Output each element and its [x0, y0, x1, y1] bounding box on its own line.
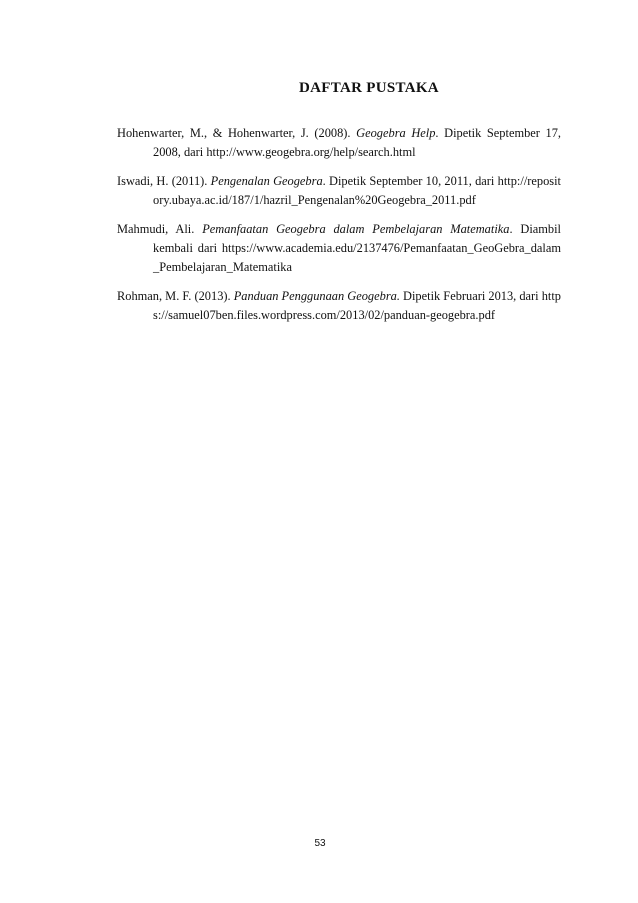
reference-url[interactable]: https://www.academia.edu/2137476/Pemanfaatan_GeoGebra_dalam_Pembelajaran_Matematika: [153, 241, 561, 274]
reference-title: Pengenalan Geogebra: [210, 174, 323, 188]
reference-item: [117, 220, 561, 277]
reference-title: Panduan Penggunaan Geogebra.: [233, 289, 400, 303]
reference-url[interactable]: http://repository.ubaya.ac.id/187/1/hazril_Pengenalan%20Geogebra_2011.pdf: [153, 174, 561, 207]
reference-access-info: Dipetik Februari 2013, dari: [399, 289, 542, 303]
reference-title: Geogebra Help: [356, 126, 436, 140]
reference-authors-year: Mahmudi, Ali.: [117, 222, 203, 236]
page-number: 53: [314, 838, 326, 849]
reference-url[interactable]: http://www.geogebra.org/help/search.html: [206, 145, 416, 159]
reference-authors-year: Iswadi, H. (2011).: [117, 174, 211, 188]
reference-item: [117, 172, 561, 210]
page-title: DAFTAR PUSTAKA: [299, 80, 439, 96]
reference-title: Pemanfaatan Geogebra dalam Pembelajaran Matematika: [202, 222, 510, 236]
reference-authors-year: Rohman, M. F. (2013).: [117, 289, 234, 303]
reference-authors-year: Hohenwarter, M., & Hohenwarter, J. (2008).: [117, 126, 357, 140]
reference-item: [117, 287, 561, 325]
reference-item: [117, 124, 561, 162]
reference-list: [117, 124, 561, 335]
reference-url[interactable]: https://samuel07ben.files.wordpress.com/2013/02/panduan-geogebra.pdf: [153, 289, 561, 322]
reference-access-info: . Diambil kembali dari: [153, 222, 561, 255]
reference-access-info: . Dipetik September 10, 2011, dari: [322, 174, 498, 188]
reference-access-info: . Dipetik September 17, 2008, dari: [153, 126, 562, 159]
